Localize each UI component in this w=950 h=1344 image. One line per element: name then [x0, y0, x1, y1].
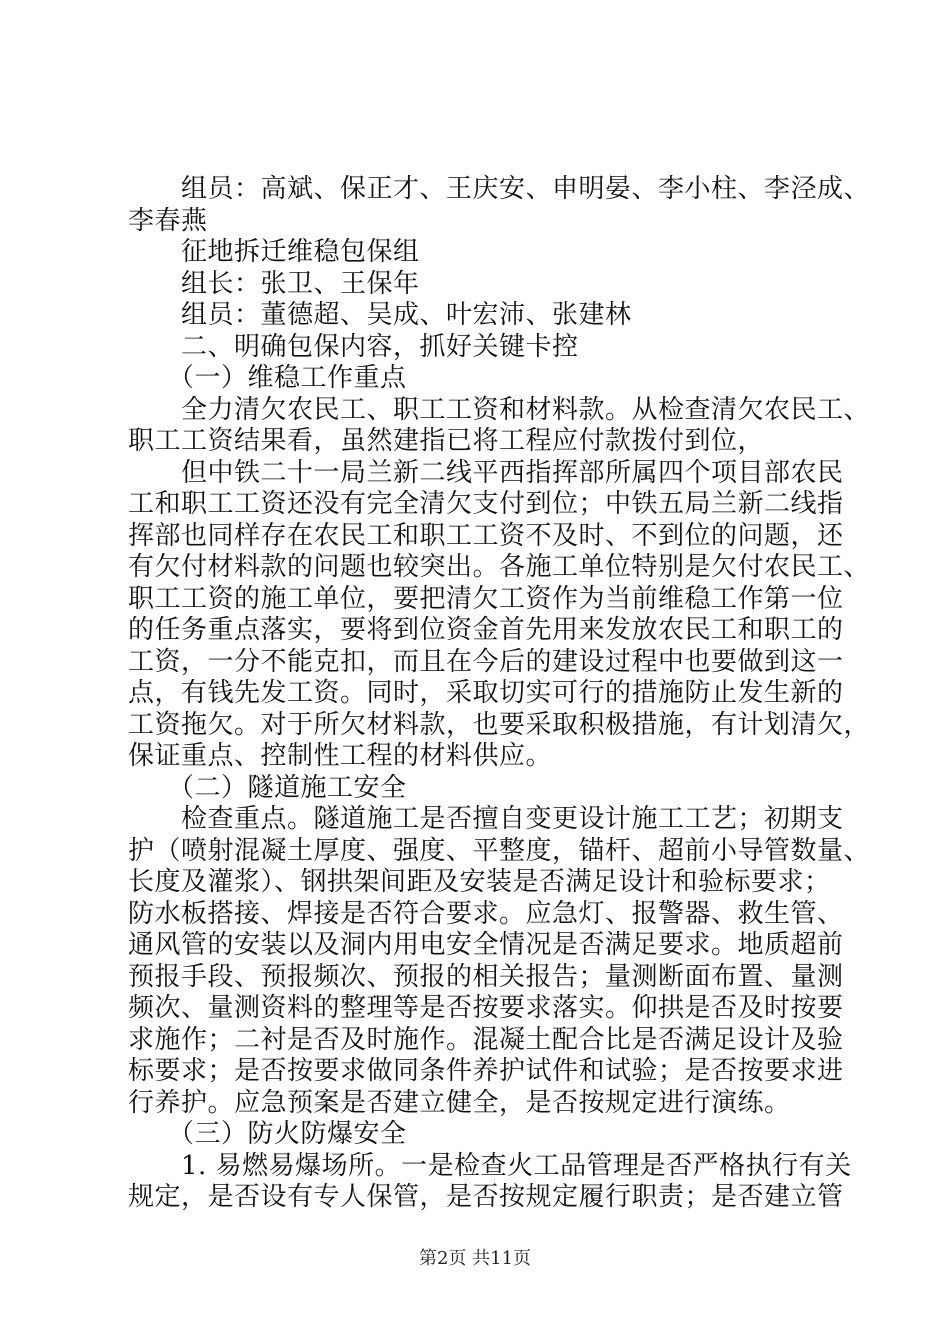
text-line: 检查重点。隧道施工是否擅自变更设计施工工艺；初期支 — [181, 804, 844, 834]
text-line: 护（喷射混凝土厚度、强度、平整度，锚杆、超前小导管数量、 — [128, 835, 871, 866]
text-line: 求施作；二衬是否及时施作。混凝土配合比是否满足设计及验 — [128, 1024, 844, 1055]
text-line: 组长：张卫、王保年 — [181, 268, 420, 299]
text-line: 行养护。应急预案是否建立健全，是否按规定进行演练。 — [128, 1087, 791, 1118]
text-line: 通风管的安装以及洞内用电安全情况是否满足要求。地质超前 — [128, 930, 844, 960]
text-line: 职工工资的施工单位，要把清欠工资作为当前维稳工作第一位 — [128, 583, 844, 614]
text-line: 二、明确包保内容，抓好关键卡控 — [181, 331, 579, 362]
text-line: （一）维稳工作重点 — [168, 363, 407, 393]
text-line: 1. 易燃易爆场所。一是检查火工品管理是否严格执行有关 — [181, 1150, 852, 1181]
page-footer — [0, 1244, 950, 1270]
text-line: 长度及灌浆）、钢拱架间距及安装是否满足设计和验标要求； — [128, 867, 831, 897]
text-line: （三）防火防爆安全 — [168, 1119, 407, 1149]
text-line: 李春燕 — [128, 205, 208, 236]
text-line: 的任务重点落实，要将到位资金首先用来发放农民工和职工的 — [128, 615, 844, 645]
text-line: 保证重点、控制性工程的材料供应。 — [128, 741, 553, 771]
text-line: 但中铁二十一局兰新二线平西指挥部所属四个项目部农民 — [181, 457, 844, 488]
text-line: 防水板搭接、焊接是否符合要求。应急灯、报警器、救生管、 — [128, 898, 844, 929]
document-body — [128, 174, 871, 1214]
text-line: 组员：高斌、保正才、王庆安、申明晏、李小柱、李泾成、 — [181, 174, 871, 204]
page-number-label: 第2页 共11页 — [418, 1248, 532, 1269]
text-line: 职工工资结果看，虽然建指已将工程应付款拨付到位， — [128, 426, 765, 456]
text-line: 有欠付材料款的问题也较突出。各施工单位特别是欠付农民工、 — [128, 552, 871, 582]
text-line: 工和职工工资还没有完全清欠支付到位；中铁五局兰新二线指 — [128, 489, 844, 519]
text-line: 预报手段、预报频次、预报的相关报告；量测断面布置、量测 — [128, 961, 844, 992]
text-line: 全力清欠农民工、职工工资和材料款。从检查清欠农民工、 — [181, 394, 871, 425]
text-line: 征地拆迁维稳包保组 — [181, 237, 420, 267]
text-line: 工资拖欠。对于所欠材料款，也要采取积极措施，有计划清欠， — [128, 709, 871, 740]
text-line: 频次、量测资料的整理等是否按要求落实。仰拱是否及时按要 — [128, 993, 844, 1023]
text-line: 工资，一分不能克扣，而且在今后的建设过程中也要做到这一 — [128, 646, 844, 677]
text-line: 组员：董德超、吴成、叶宏沛、张建林 — [181, 300, 632, 330]
text-line: （二）隧道施工安全 — [168, 772, 407, 803]
text-line: 挥部也同样存在农民工和职工工资不及时、不到位的问题，还 — [128, 520, 844, 551]
text-line: 规定，是否设有专人保管，是否按规定履行职责；是否建立管 — [128, 1182, 844, 1212]
text-line: 点，有钱先发工资。同时，采取切实可行的措施防止发生新的 — [128, 678, 844, 708]
text-line: 标要求；是否按要求做同条件养护试件和试验；是否按要求进 — [128, 1056, 844, 1086]
